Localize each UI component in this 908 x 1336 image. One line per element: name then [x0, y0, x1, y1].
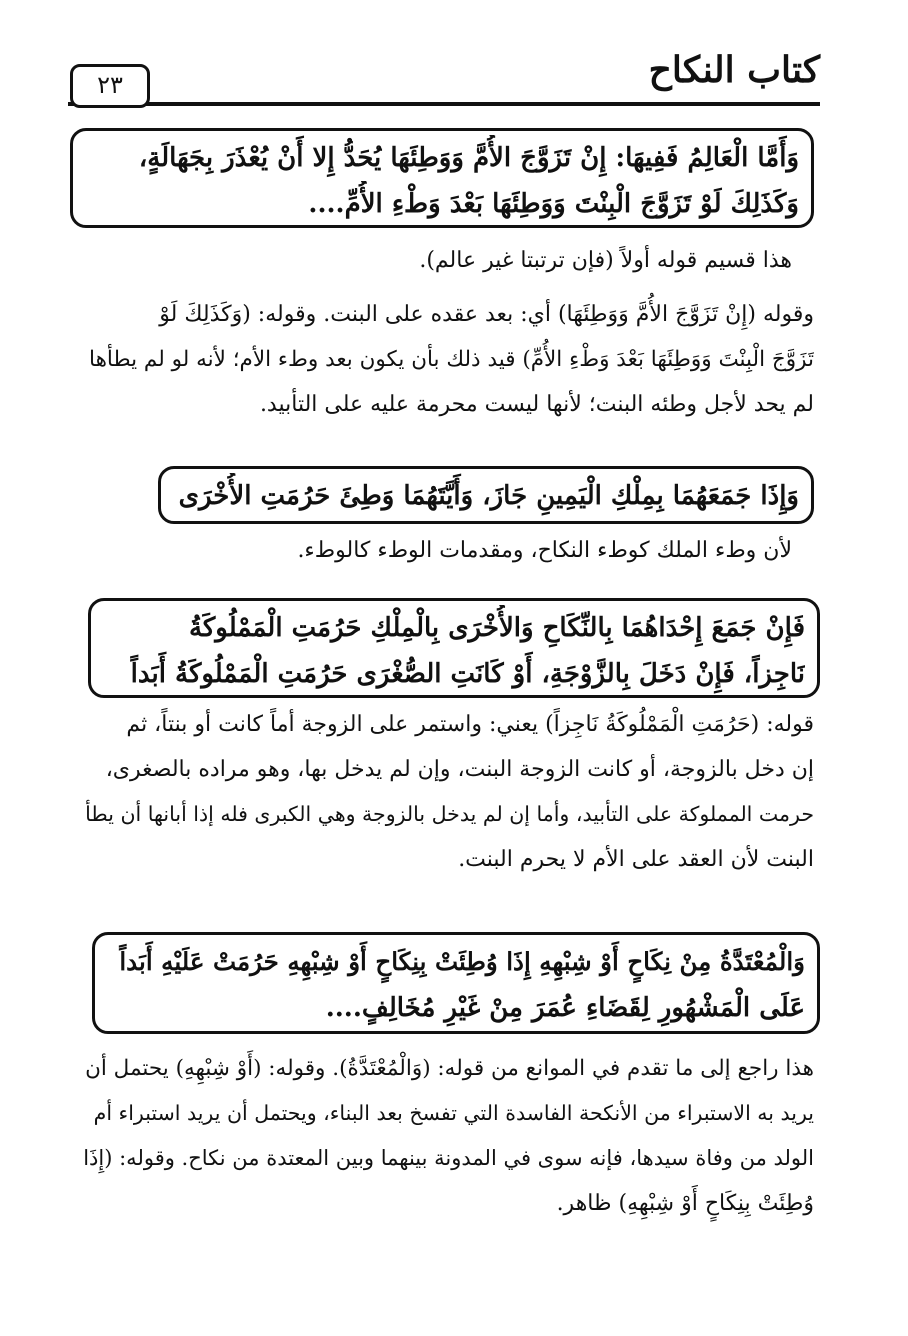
matn-line: عَلَى الْمَشْهُورِ لِقَضَاءِ عُمَرَ مِنْ غَيْرِ مُخَالِفٍ.... — [325, 993, 805, 1023]
commentary-line: تَزَوَّجَ الْبِنْتَ وَوَطِئَهَا بَعْدَ وَطْءِ الأُمِّ) قيد ذلك بأن يكون بعد وطء الأم؛ لأنه لو لم يطأها — [89, 347, 814, 372]
matn-line: فَإِنْ جَمَعَ إِحْدَاهُمَا بِالنِّكَاحِ وَالأُخْرَى بِالْمِلْكِ حَرُمَتِ الْمَمْلُوكَةُ — [188, 613, 805, 643]
commentary-line: حرمت المملوكة على التأبيد، وأما إن لم يدخل بالزوجة وهي الكبرى فله إذا أبانها أن يطأ — [85, 802, 814, 826]
matn-box-4 — [92, 932, 820, 1034]
commentary-paragraph-4 — [78, 702, 814, 882]
header-rule — [68, 102, 820, 106]
commentary-line: هذا راجع إلى ما تقدم في الموانع من قوله: (وَالْمُعْتَدَّةُ). وقوله: (أَوْ شِبْهِهِ) يحتمل أن — [85, 1056, 814, 1081]
commentary-line: الولد من وفاة سيدها، فإنه سوى في المدونة بينهما وبين المعتدة من نكاح. وقوله: (إِذَا — [83, 1146, 814, 1170]
commentary-paragraph-5 — [78, 1046, 814, 1226]
commentary-line: يريد به الاستبراء من الأنكحة الفاسدة التي تفسخ بعد البناء، ويحتمل أن يريد استبراء أم — [93, 1101, 814, 1125]
matn-line: وَأَمَّا الْعَالِمُ فَفِيهَا: إِنْ تَزَوَّجَ الأُمَّ وَوَطِئَهَا يُحَدُّ إِلا أَنْ يُعْذَرَ بِجَهَالَةٍ، — [138, 143, 799, 173]
matn-line: وَكَذَلِكَ لَوْ تَزَوَّجَ الْبِنْتَ وَوَطِئَهَا بَعْدَ وَطْءِ الأُمِّ.... — [308, 189, 799, 219]
commentary-line: هذا قسيم قوله أولاً (فإن ترتبتا غير عالم). — [419, 248, 792, 273]
matn-box-1 — [70, 128, 814, 228]
matn-line: وَالْمُعْتَدَّةُ مِنْ نِكَاحٍ أَوْ شِبْهِهِ إِذَا وُطِئَتْ بِنِكَاحٍ أَوْ شِبْهِهِ حَرُمَتْ عَلَيْهِ أَبَداً — [119, 947, 805, 976]
book-title: كتاب النكاح — [648, 49, 820, 91]
page-number: ٢٣ — [70, 64, 150, 108]
commentary-line: قوله: (حَرُمَتِ الْمَمْلُوكَةُ نَاجِزاً) يعني: واستمر على الزوجة أماً كانت أو بنتاً، ثم — [126, 712, 814, 737]
matn-box-3 — [88, 598, 820, 698]
matn-line: نَاجِزاً، فَإِنْ دَخَلَ بِالزَّوْجَةِ، أَوْ كَانَتِ الصُّغْرَى حَرُمَتِ الْمَمْلُوكَةُ أَبَداً — [130, 659, 805, 689]
commentary-line: لأن وطء الملك كوطء النكاح، ومقدمات الوطء كالوطء. — [297, 538, 792, 563]
commentary-line: وقوله (إِنْ تَزَوَّجَ الأُمَّ وَوَطِئَهَا) أي: بعد عقده على البنت. وقوله: (وَكَذَلِكَ لَوْ — [159, 302, 814, 327]
commentary-line: لم يحد لأجل وطئه البنت؛ لأنها ليست محرمة عليه على التأبيد. — [259, 392, 814, 417]
commentary-paragraph-3 — [92, 528, 792, 573]
commentary-line: البنت لأن العقد على الأم لا يحرم البنت. — [458, 847, 814, 872]
matn-box-2 — [158, 466, 814, 524]
commentary-line: وُطِئَتْ بِنِكَاحٍ أَوْ شِبْهِهِ) ظاهر. — [556, 1191, 814, 1216]
page-header — [68, 40, 820, 112]
matn-line: وَإِذَا جَمَعَهُمَا بِمِلْكِ الْيَمِينِ جَازَ، وَأَيَّتَهُمَا وَطِئَ حَرُمَتِ الأُخْرَى — [178, 481, 799, 511]
commentary-paragraph-2 — [78, 292, 814, 427]
commentary-line: إن دخل بالزوجة، أو كانت الزوجة البنت، وإن لم يدخل بها، وهو مراده بالصغرى، — [105, 757, 814, 782]
commentary-paragraph-1 — [92, 238, 792, 283]
